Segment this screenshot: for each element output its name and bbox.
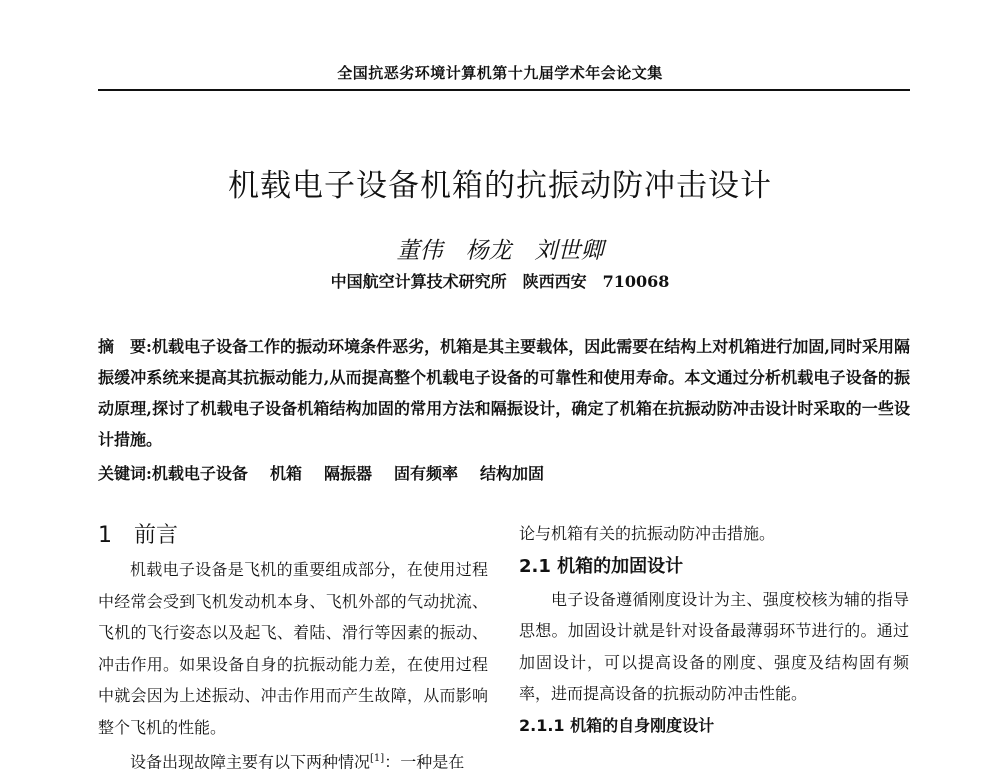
- header-rule: [98, 89, 910, 91]
- keyword: 机载电子设备: [151, 464, 248, 483]
- keyword: 隔振器: [323, 464, 372, 483]
- keyword: 结构加固: [479, 464, 544, 483]
- intro-paragraph: 机载电子设备是飞机的重要组成部分，在使用过程中经常会受到飞机发动机本身、飞机外部的气动扰流、飞机的飞行姿态以及起飞、着陆、滑行等因素的振动、冲击作用。如果设备自身的抗振动能力差，在使用过程中就会因为上述振动、冲击作用而产生故障，从而影响整个飞机的性能。: [98, 560, 488, 737]
- right-column: [519, 518, 909, 741]
- section-number: 1: [98, 523, 112, 548]
- keywords-label: 关键词:: [98, 464, 152, 483]
- para2-end: ：一种是在: [384, 752, 465, 772]
- citation-ref: [1]: [370, 753, 385, 764]
- carryover-text: 论与机箱有关的抗振动防冲击措施。: [519, 524, 776, 543]
- keywords: [98, 461, 910, 484]
- para2-start: 设备出现故障主要有以下两种情况: [130, 752, 371, 772]
- paper-authors: 董伟 杨龙 刘世卿: [396, 238, 604, 264]
- keyword: 固有频率: [393, 464, 458, 483]
- section-heading-2-1: 2.1 机箱的加固设计: [519, 555, 684, 577]
- intro-paragraph-2: [98, 743, 488, 778]
- paper-title: 机载电子设备机箱的抗振动防冲击设计: [228, 168, 772, 204]
- running-header: 全国抗恶劣环境计算机第十九届学术年会论文集: [337, 64, 663, 82]
- section-title: 前言: [134, 523, 179, 548]
- abstract: [98, 331, 910, 455]
- left-column: [98, 518, 488, 778]
- paper-affiliation: 中国航空计算技术研究所 陕西西安 710068: [330, 272, 670, 291]
- section-heading-intro: [98, 518, 488, 554]
- abstract-text: 机载电子设备工作的振动环境条件恶劣，机箱是其主要载体，因此需要在结构上对机箱进行加固,同时采用隔振缓冲系统来提高其抗振动能力,从而提高整个机载电子设备的可靠性和使用寿命。本文通过分析机载电子设备的振动原理,探讨了机载电子设备机箱结构加固的常用方法和隔振设计，确定了机箱在抗振动防冲击设计时采取的一些设计措施。: [98, 337, 910, 449]
- abstract-label: 摘 要:: [98, 337, 152, 356]
- keyword: 机箱: [269, 464, 302, 483]
- subsection-heading-2-1-1: 2.1.1 机箱的自身刚度设计: [519, 715, 715, 735]
- section-paragraph: 电子设备遵循刚度设计为主、强度校核为辅的指导思想。加固设计就是针对设备最薄弱环节进行的。通过加固设计，可以提高设备的刚度、强度及结构固有频率，进而提高设备的抗振动防冲击性能。: [519, 589, 909, 703]
